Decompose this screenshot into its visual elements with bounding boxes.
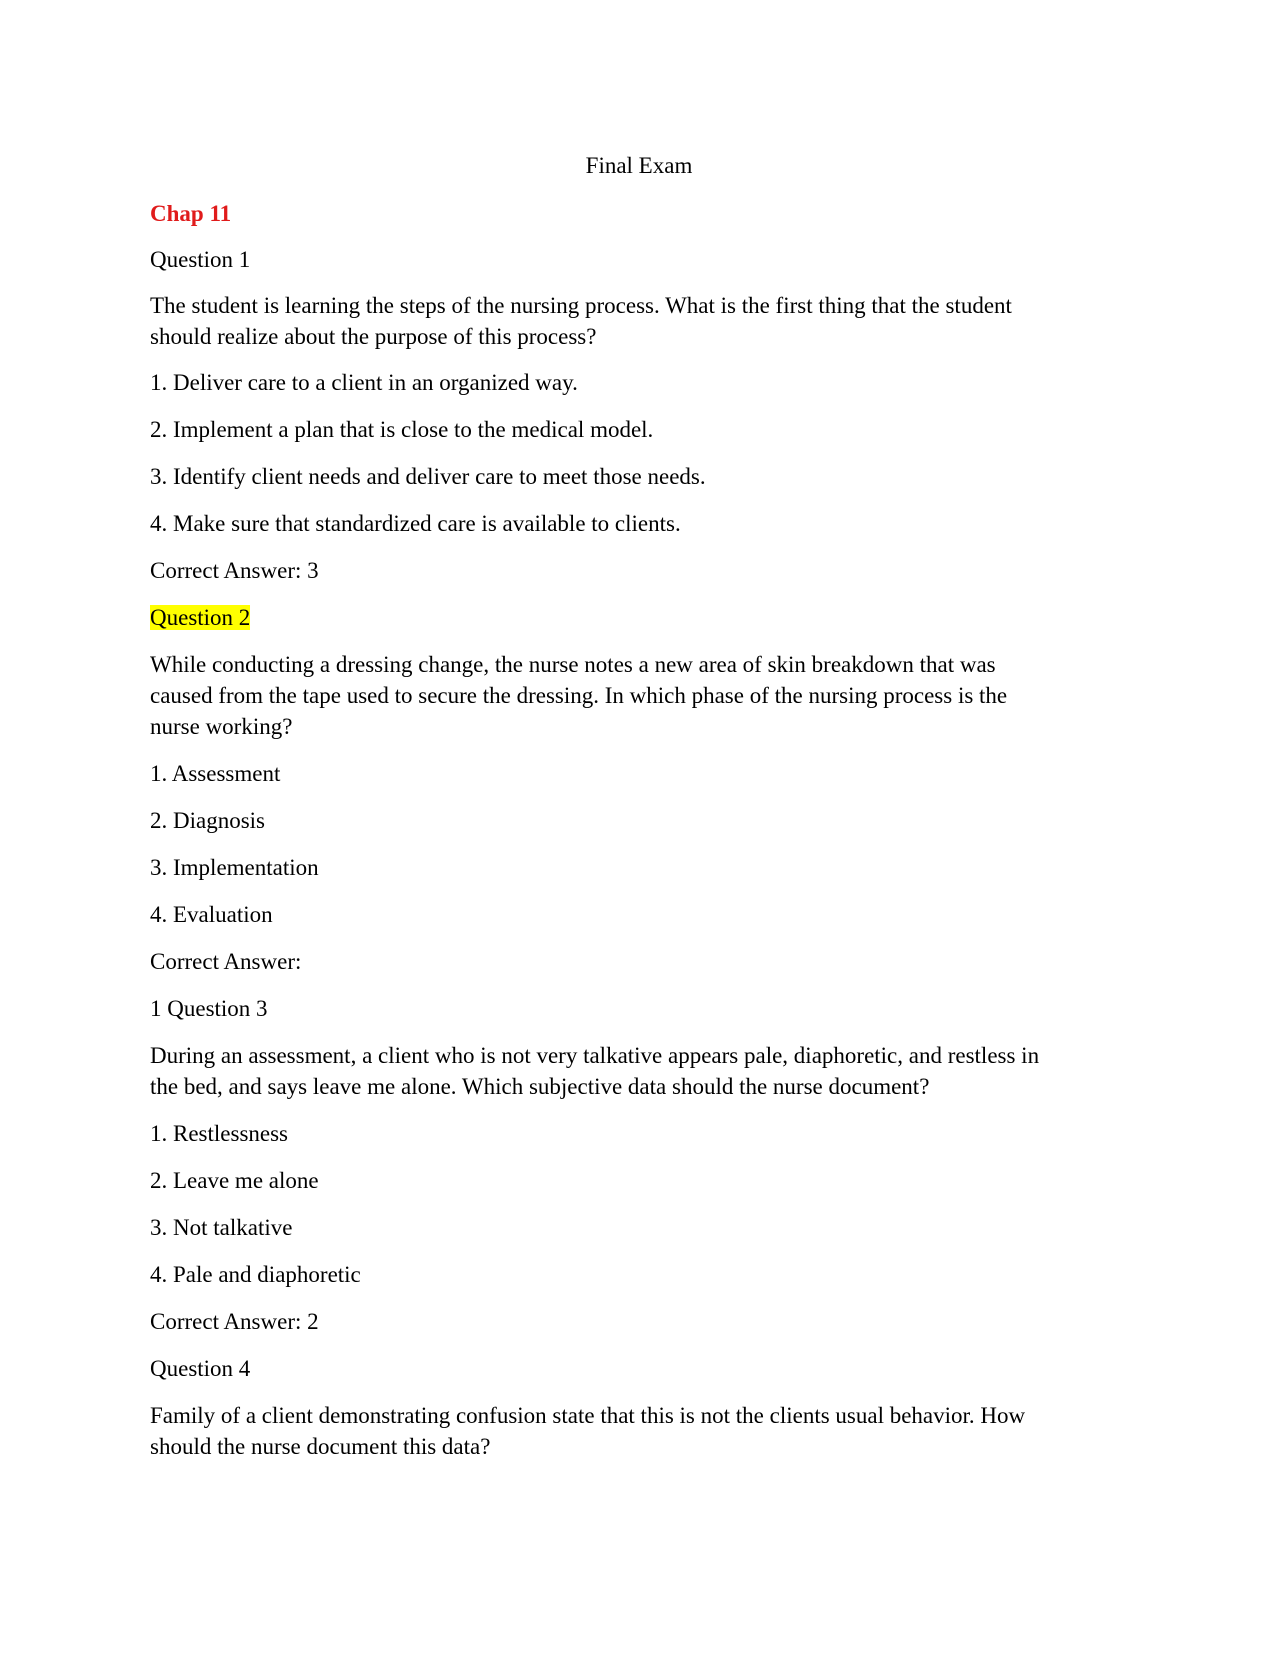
chapter-heading: Chap 11: [150, 201, 232, 226]
question-3-label: 1 Question 3: [150, 996, 268, 1021]
question-4-stem-line-2: should the nurse document this data?: [150, 1434, 491, 1459]
question-1-option-4: 4. Make sure that standardized care is available to clients.: [150, 511, 681, 536]
question-2-label-line: [150, 602, 1128, 633]
question-1-answer: Correct Answer: 3: [150, 558, 319, 583]
question-4-stem-line-1: Family of a client demonstrating confusion state that this is not the clients usual behavior. How: [150, 1403, 1026, 1428]
question-2-option-1: 1. Assessment: [150, 761, 281, 786]
question-2-stem-line-1: While conducting a dressing change, the nurse notes a new area of skin breakdown that was: [150, 652, 996, 677]
question-1-stem-line-1: The student is learning the steps of the nursing process. What is the first thing that the student: [150, 293, 1012, 318]
question-2-label: Question 2: [150, 605, 251, 630]
question-1-option-2: 2. Implement a plan that is close to the medical model.: [150, 417, 654, 442]
question-1-stem-line-2: should realize about the purpose of this process?: [150, 324, 597, 349]
question-3-option-3: 3. Not talkative: [150, 1215, 293, 1240]
question-2-stem-line-2: caused from the tape used to secure the dressing. In which phase of the nursing process is the: [150, 683, 1008, 708]
question-2-option-3: 3. Implementation: [150, 855, 319, 880]
question-2-option-4: 4. Evaluation: [150, 902, 273, 927]
question-3-stem-line-2: the bed, and says leave me alone. Which subjective data should the nurse document?: [150, 1074, 930, 1099]
question-3-answer: Correct Answer: 2: [150, 1309, 319, 1334]
question-3-option-2: 2. Leave me alone: [150, 1168, 319, 1193]
question-3-option-4: 4. Pale and diaphoretic: [150, 1262, 361, 1287]
question-2-stem-line-3: nurse working?: [150, 714, 293, 739]
question-3-stem-line-1: During an assessment, a client who is not very talkative appears pale, diaphoretic, and restless in: [150, 1043, 1040, 1068]
question-4-label: Question 4: [150, 1356, 251, 1381]
question-1-option-3: 3. Identify client needs and deliver care to meet those needs.: [150, 464, 706, 489]
question-3-option-1: 1. Restlessness: [150, 1121, 288, 1146]
question-2-option-2: 2. Diagnosis: [150, 808, 265, 833]
question-2-answer: Correct Answer:: [150, 949, 302, 974]
question-1-option-1: 1. Deliver care to a client in an organized way.: [150, 370, 578, 395]
document-title: Final Exam: [585, 153, 693, 178]
question-1-label: Question 1: [150, 247, 251, 272]
